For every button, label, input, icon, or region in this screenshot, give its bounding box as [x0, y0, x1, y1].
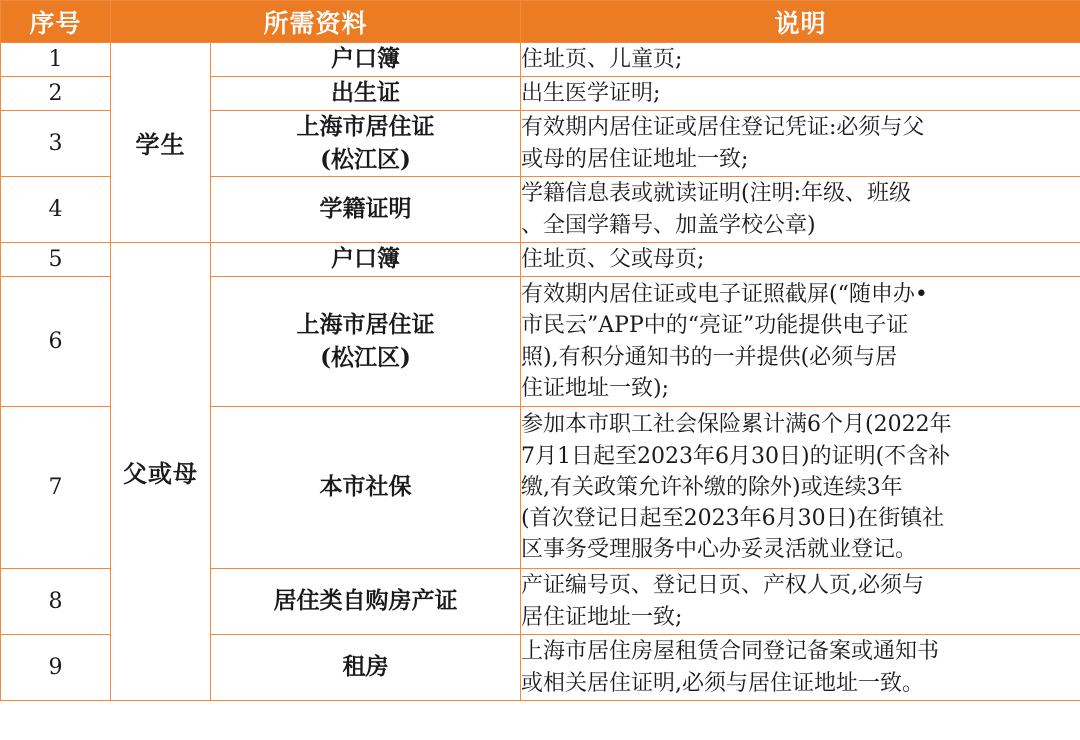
- header-cell-description: 说明: [521, 1, 1080, 43]
- table-row: [1, 243, 1080, 277]
- description-line: 或母的居住证地址一致;: [521, 146, 749, 172]
- header-cell-material: 所需资料: [111, 1, 521, 43]
- table-row: [1, 43, 1080, 77]
- cell-description: [521, 77, 1080, 111]
- table-header: [1, 1, 1080, 43]
- material-line: 上海市居住证: [296, 113, 435, 141]
- cell-no: 2: [1, 77, 111, 111]
- cell-description: [521, 43, 1080, 77]
- cell-material: [211, 407, 521, 569]
- description-line: (首次登记日起至2023年6月30日)在街镇社: [521, 506, 945, 532]
- cell-description: [521, 635, 1080, 701]
- cell-material: [211, 111, 521, 177]
- cell-material: [211, 77, 521, 111]
- description-line: 出生医学证明;: [521, 80, 661, 106]
- cell-material: [211, 635, 521, 701]
- material-line: (松江区): [320, 145, 411, 173]
- cell-description: [521, 111, 1080, 177]
- cell-no: 9: [1, 635, 111, 701]
- material-line: 学籍证明: [319, 195, 412, 223]
- material-line: 本市社保: [319, 473, 412, 501]
- description-line: 或相关居住证明,必须与居住证地址一致。: [521, 670, 925, 696]
- cell-description: [521, 407, 1080, 569]
- description-line: 有效期内居住证或电子证照截屏(“随申办•: [521, 282, 928, 308]
- cell-no: 1: [1, 43, 111, 77]
- description-line: 居住证地址一致;: [521, 604, 683, 630]
- description-line: 缴,有关政策允许补缴的除外)或连续3年: [521, 474, 903, 500]
- cell-no: 4: [1, 177, 111, 243]
- description-line: 7月1日起至2023年6月30日)的证明(不含补: [521, 443, 951, 469]
- material-line: 户口簿: [331, 45, 400, 73]
- table-header-row: [1, 1, 1080, 43]
- description-line: 区事务受理服务中心办妥灵活就业登记。: [521, 537, 918, 563]
- cell-material: [211, 277, 521, 407]
- cell-description: [521, 277, 1080, 407]
- description-line: 参加本市职工社会保险累计满6个月(2022年: [521, 412, 952, 438]
- material-line: 居住类自购房产证: [273, 587, 458, 615]
- material-line: 户口簿: [331, 245, 400, 273]
- header-cell-no: 序号: [1, 1, 111, 43]
- table-body: [1, 43, 1080, 701]
- cell-material: [211, 177, 521, 243]
- cell-description: [521, 243, 1080, 277]
- description-line: 上海市居住房屋租赁合同登记备案或通知书: [521, 639, 940, 665]
- cell-no: 3: [1, 111, 111, 177]
- description-line: 住证地址一致);: [521, 375, 670, 401]
- description-line: 学籍信息表或就读证明(注明:年级、班级: [521, 181, 912, 207]
- cell-material: [211, 569, 521, 635]
- cell-description: [521, 177, 1080, 243]
- material-line: 上海市居住证: [296, 311, 435, 339]
- cell-description: [521, 569, 1080, 635]
- cell-no: 7: [1, 407, 111, 569]
- cell-material: [211, 43, 521, 77]
- cell-no: 8: [1, 569, 111, 635]
- description-line: 住址页、儿童页;: [521, 46, 683, 72]
- cell-group-student: 学生: [111, 43, 211, 243]
- material-line: (松江区): [320, 343, 411, 371]
- description-line: 、全国学籍号、加盖学校公章): [521, 212, 816, 238]
- cell-group-parent: 父或母: [111, 243, 211, 701]
- cell-no: 6: [1, 277, 111, 407]
- cell-material: [211, 243, 521, 277]
- material-line: 出生证: [331, 79, 400, 107]
- description-line: 产证编号页、登记日页、产权人页,必须与: [521, 573, 925, 599]
- description-line: 照),有积分通知书的一并提供(必须与居: [521, 344, 898, 370]
- description-line: 住址页、父或母页;: [521, 246, 705, 272]
- description-line: 有效期内居住证或居住登记凭证:必须与父: [521, 115, 925, 141]
- cell-no: 5: [1, 243, 111, 277]
- description-line: 市民云”APP中的“亮证”功能提供电子证: [521, 313, 909, 339]
- material-line: 租房: [342, 653, 389, 681]
